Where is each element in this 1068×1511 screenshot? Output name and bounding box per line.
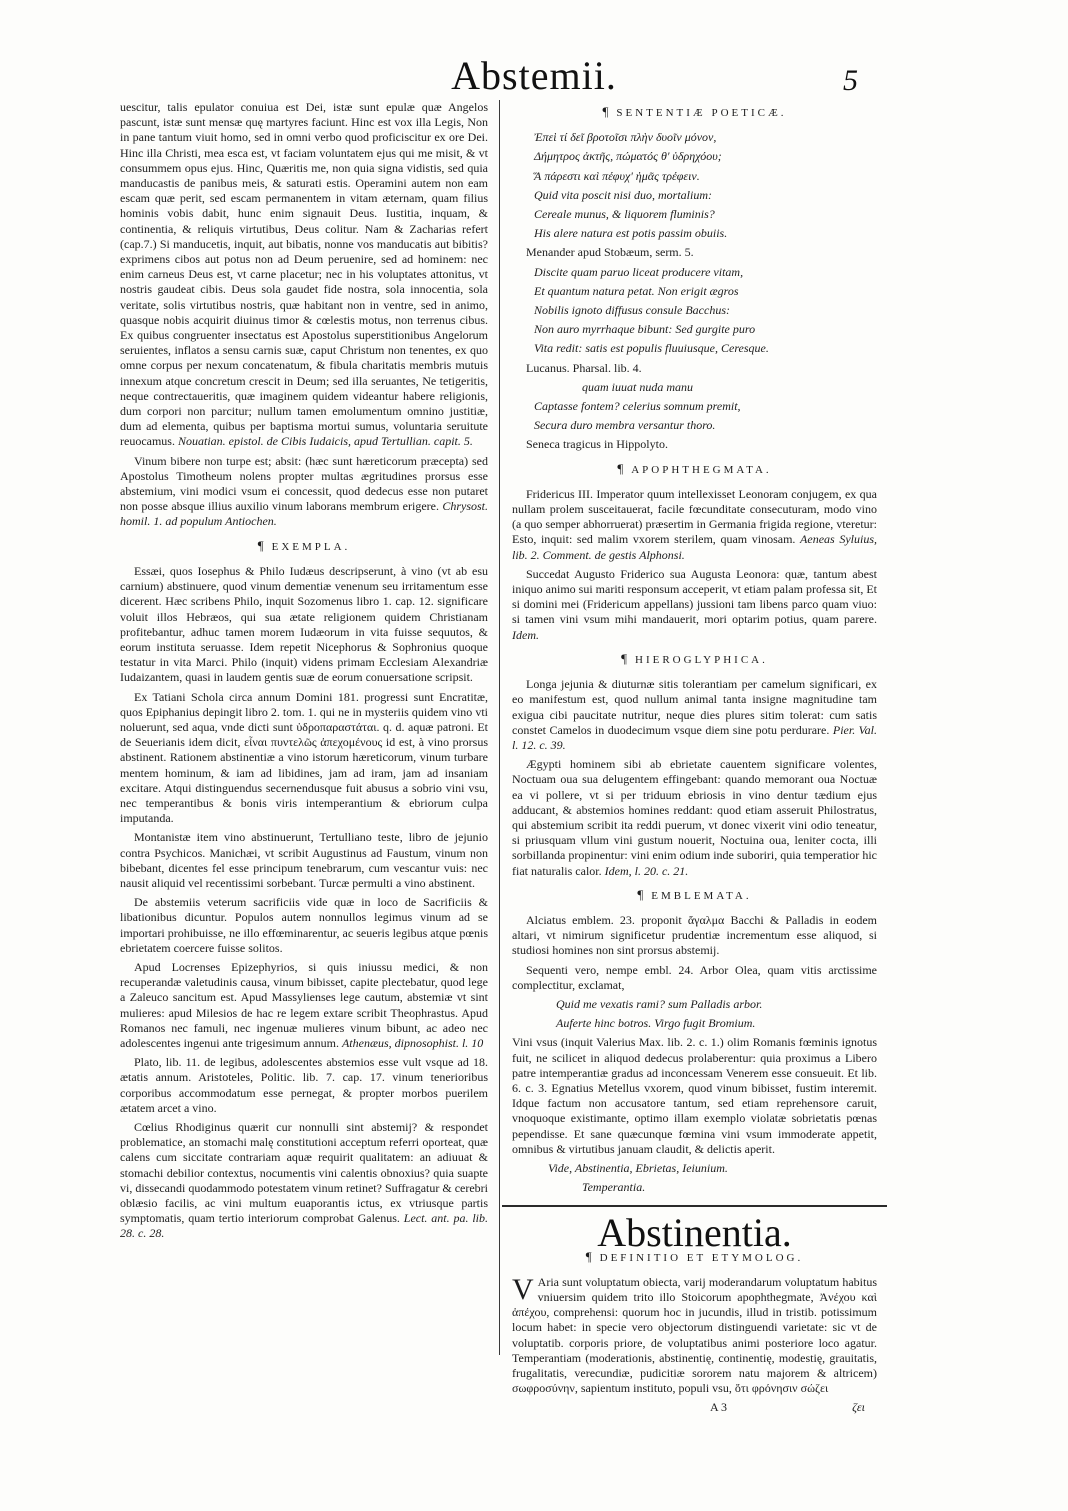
- paragraph: V Aria sunt voluptatum obiecta, varij moderandarum voluptatum habitus vniuersim quidem trito illo Stoicorum apophthegmate, Ἀνέχου καὶ ἀπέχου, comprehensi: quorum hoc in jucundis, illud in tristib. potissimum locum habet: in specie vero objectorum distinguendi varietate: sic vt de voluptatib. corporis priore, de voluptatibus animi posteriore loco agatur. Temperantiam (moderationis, abstinentię, continentię, modestię, grauitatis, frugalitatis, verecundiæ, pudicitiæ sororem natu majorem & altricem) σωφροσύνην, sapientum instituto, populi vsu, ὅτι φρόνησιν σώζει: [512, 1272, 877, 1396]
- latin-verse: Et quantum natura petat. Non erigit ægros: [534, 283, 739, 298]
- paragraph: Succedat Augusto Friderico sua Augusta Leonora: quæ, tantum abest iniquo animo sui mariti responsum acceperit, vt etiam palam professa sit, Et si domini mei (Fridericum appellans) jussioni tam libens parco quam viuo: si tamen vini vsum mihi mandauerit, mori optarim potius, quam parere. Idem.: [512, 566, 877, 642]
- pilcrow-icon: ¶: [585, 1248, 592, 1264]
- emblem-verse: Quid me vexatis rami? sum Palladis arbor.: [556, 996, 763, 1011]
- paragraph: Ex Tatiani Schola circa annum Domini 181. progressi sunt Encratitæ, quos Epiphanius depingit libro 2. tom. 1. qui ne in mysteriis quidem vino vti noluerunt, sed aqua, vnde dicti sunt ὑδροπαραστάται. q. d. aquæ patroni. Et de Seuerianis idem dicit, εἶναι πυντελῶς ἀπεχομένους id est, à vino prorsus abstinent. Rationem abstinentiæ a vino istorum hæreticorum, vinum turbare mentem hominum, & iam ad libidines, jam ad iram, jam ad insaniam excitare. Atqui distinguendus secernendusque fuit abusus a sobrio vini vsu, nec temperantibus & bonis viris intemperantium & ebriorum culpa imputanda.: [120, 689, 488, 826]
- section-heading-poetica: ¶ SENTENTIÆ POETICÆ.: [602, 104, 787, 119]
- latin-verse: Vita redit: satis est populis fluuiusque, Ceresque.: [534, 341, 769, 356]
- latin-verse: Captasse fontem? celerius somnum premit,: [534, 399, 741, 414]
- signature-mark: A 3: [709, 1400, 727, 1415]
- paragraph: Fridericus III. Imperator quum intellexisset Leonoram conjugem, ex qua nullam prolem susceitauerat, facile fœcunditate consecuturam, modo vino (a quo semper abhorruerat) præsertim in Germania frigida regione, vteretur: Esto, inquit: sed malim vxorem sterilem, quam vinosam. Aeneas Syluius, lib. 2. Comment. de gestis Alphonsi.: [512, 486, 877, 562]
- verse-attribution: Menander apud Stobæum, serm. 5.: [526, 245, 694, 260]
- paragraph: Plato, lib. 11. de legibus, adolescentes abstemios esse vult vsque ad 18. ætatis annum. Aristoteles, Politic. lib. 7. cap. 17. vinum tenerioribus corporibus accommodatum esse pernegat, & propter morbos puerilem ætatem arcet a vino.: [120, 1055, 488, 1115]
- paragraph: Ægypti hominem sibi ab ebrietate cauentem significare volentes, Noctuam oua sua delugentem effingebant: quando memorant oua Noctuæ ea vi pollere, vt si per triduum ebriosis in vino dentur tædium ejus adducant, & abstemios homines reddant: quod etiam asseruit Philostratus, qui abstemium scribit ita reddi puerum, vt donec vixerit vini odio teneatur, si priusquam vllum vini gustum nouerit, Noctuina oua, leniter cocta, illi sorbillanda propinentur: vini enim odium inde suboriri, quia temperatior hic fiat naturalis calor. Idem, l. 20. c. 21.: [512, 757, 877, 878]
- section-divider: [502, 1205, 887, 1207]
- latin-verse: Quid vita poscit nisi duo, mortalium:: [534, 187, 712, 202]
- citation: Athenæus, dipnosophist. l. 10: [341, 1035, 484, 1050]
- right-column: [512, 100, 877, 1416]
- latin-verse: Cereale munus, & liquorem fluminis?: [534, 207, 715, 222]
- latin-verse: Nobilis ignoto diffusus consule Bacchus:: [534, 303, 730, 318]
- citation: Lect. ant. pa. lib. 28. c. 28.: [120, 1211, 488, 1241]
- latin-verse: Non auro myrrhaque bibunt: Sed gurgite puro: [534, 322, 756, 337]
- pilcrow-icon: ¶: [257, 537, 264, 553]
- catchword: ζει: [852, 1400, 865, 1415]
- latin-verse: quam iuuat nuda manu: [582, 379, 693, 394]
- page-number: 5: [843, 64, 858, 97]
- section-heading-emblemata: ¶ EMBLEMATA.: [637, 886, 752, 902]
- column-rule: [499, 100, 500, 1355]
- left-column: [120, 100, 488, 1246]
- paragraph: Essæi, quos Iosephus & Philo Iudæus descripserunt, à vino (vt ab esu carnium) abstinuere, quod vinum dementiæ venenum seu irritamentum esse dicerent. Hæc scribens Philo, inquit Sozomenus libro 1. cap. 12. significare voluit illos Hebræos, qui sua ætate religionem quidem Christianam profitebantur, adhuc tamen morem Iudæorum in vita fuisse sequutos, & eorum instituta seruasse. Idem repetit Nicephorus & Sophronius quoque testatur in vita Marci. Philo (inquit) videns primam Ecclesiam Alexandriæ Iudaizantem, quasi in laudem gentis suæ de eorum conuersatione scripsit.: [120, 563, 488, 685]
- citation: Pier. Val. l. 12. c. 39.: [512, 722, 878, 752]
- emblem-verse: Auferte hinc botros. Virgo fugit Bromium.: [556, 1016, 756, 1031]
- see-also: Temperantia.: [582, 1180, 646, 1195]
- section-heading-definitio: ¶ DEFINITIO ET ETYMOLOG.: [585, 1248, 804, 1264]
- paragraph: Cœlius Rhodiginus quærit cur nonnulli sint abstemij? & respondet problematice, an stomachi malę constitutioni acceptum referri oporteat, quæ calens cum siccitate contrariam aquæ requirit qualitatem: an adiuuat & stomachi debilior contextus, nocumentis vini calentis obnoxius? quia suapte vi, dissecandi quodammodo potestatem vinum retinet? Suffragatur & cerebri oblæsio facilis, ac vini multum euaporantis ictus, ex vtriusque partis symptomatis, quam tertio interiorum comprobat Galenus. Lect. ant. pa. lib. 28. c. 28.: [120, 1120, 489, 1241]
- pilcrow-icon: ¶: [617, 460, 624, 476]
- citation: Nouatian. epistol. de Cibis Iudaicis, apud Tertullian. capit. 5.: [177, 434, 473, 449]
- see-also: Vide, Abstinentia, Ebrietas, Ieiunium.: [548, 1160, 728, 1175]
- citation: Aeneas Syluius, lib. 2. Comment. de gestis Alphonsi.: [512, 532, 877, 562]
- pilcrow-icon: ¶: [621, 650, 627, 666]
- page-footer: [512, 1400, 877, 1415]
- verse-attribution: Lucanus. Pharsal. lib. 4.: [526, 360, 642, 375]
- section-heading-exempla: ¶ EXEMPLA.: [257, 537, 351, 553]
- paragraph: De abstemiis veterum sacrificiis vide quæ in loco de Sacrificiis & libationibus dicuntur. Populos autem nonnullos legimus vinum ad se importari prohibuisse, ne illo effœminarentur, ac seueris legibus atque pœnis ebrietatem coercere fuisse solitos.: [120, 895, 488, 955]
- paragraph: Sequenti vero, nempe embl. 24. Arbor Olea, quam vitis arctissime complectitur, exclamat,: [512, 962, 877, 992]
- paragraph: Apud Locrenses Epizephyrios, si quis iniussu medici, & non recuperandæ valetudinis causa, vinum bibisset, capite plectebatur, quod lege a Zaleuco sancitum est. Apud Massylienses lege cautum, abstemiæ vt sint mulieres: apud Milesios de hac re legem extare scribit Theophrastus. Apud Romanos nec famuli, nec ingenuæ mulieres vinum bibunt, ac adeo nec adolescentes ingenui ante trigesimum annum. Athenæus, dipnosophist. l. 10: [120, 959, 488, 1050]
- pilcrow-icon: ¶: [602, 104, 609, 119]
- drop-cap: V: [512, 1272, 534, 1306]
- greek-verse: Δήμητρος ἀκτῆς, πώματός θ' ὑδρηχόου;: [534, 149, 722, 164]
- section-heading-apophthegmata: ¶ APOPHTHEGMATA.: [617, 460, 772, 476]
- paragraph: Longa jejunia & diuturnæ sitis tolerantiam per camelum significari, ex eo manifestum est, quod nullum animal tanta insigne magnitudine tam exigua cibi paucitate nutritur, neque dies plures sitim tolerat: cum satis constet Camelos in duodecimum vsque diem sine potu perdurare. Pier. Val. l. 12. c. 39.: [512, 677, 878, 752]
- paragraph: Alciatus emblem. 23. proponit ἄγαλμα Bacchi & Palladis in eodem altari, vt nimirum significetur prudentiæ incrementum esse aliquod, si studiosi homines non sint prorsus abstemij.: [512, 912, 877, 958]
- paragraph: Vini vsus (inquit Valerius Max. lib. 2. c. 1.) olim Romanis fœminis ignotus fuit, ne scilicet in aliquod dedecus prolaberentur: quia proximus a Libero patre intemperantiæ gradus ad inconcessam Venerem esse consueuit. Et lib. 6. c. 3. Egnatius Metellus vxorem, quod vinum bibisset, fustim interemit. Idque factum non accusatore tantum, sed etiam reprehensore caruit, vnoquoque existimante, optimo illam exemplo violatæ sobrietatis pœnas pependisse. Et sane quæcunque fœmina vini vsum immoderate appetit, omnibus & virtutibus januam claudit, & delictis aperit.: [512, 1035, 877, 1156]
- paragraph: Montanistæ item vino abstinuerunt, Tertulliano teste, libro de jejunio contra Psychicos. Manichæi, vt scribit Augustinus ad Faustum, vinum non bibebant, dicentes fel esse principum tenebrarum, cum vescantur vuis: nec nausit aliquid vel recentissimi sorbebant. Turcæ permulti a vino abstinent.: [120, 830, 488, 890]
- section-heading-hieroglyphica: ¶ HIEROGLYPHICA.: [621, 650, 768, 666]
- latin-verse: Secura duro membra versantur thoro.: [534, 418, 716, 433]
- citation: Chrysost. homil. 1. ad populum Antiochen.: [120, 499, 488, 529]
- paragraph: uescitur, talis epulator conuiua est Dei, istæ sunt epulæ quæ Angelos pascunt, istæ sunt mensæ quę martyres faciunt. Hinc est vox illa Legis, Non in pane tantum viuit homo, sed in omni verbo quod proficiscitur ex ore Dei. Hinc illa Christi, mea esca est, vt faciam voluntatem ejus qui me misit, & vt consummem opus ejus. Hinc, Quæritis me, non quia signa vidistis, sed quia manducastis de panibus meis, & saturati estis. Operamini autem non eam escam quæ perit, sed escam permanentem in vitam æternam, quam filius hominis vobis dabit, hunc enim signauit Deus. Iustitia, inquam, & continentia, & reliquis virtutibus, Deus colitur. Nam & Zacharias refert (cap.7.) Si manducetis, inquit, aut bibatis, nonne vos manducatis aut bibitis? exprimens cibos aut potus non ad Deum peruenire, sed ad hominem: nec enim carneus Deus est, vt carne placetur; nec in his voluptates attonitus, vt nostris gaudeat cibis. Deus sola gaudet fide nostra, sola innocentia, sola veritate, solis virtutibus nostris, quæ habitant non in ventre, sed in animo, quasque nobis acquirit diuinus timor & cœlestis motus, non terrenus cibus. Ex quibus congruenter insectatus est Apostolus superstitionibus Angelorum seruientes, inflatos a sensu carnis suæ, caput Christum non tenentes, ex quo omne corpus per nexum concatenatum, & fibula charitatis membris mutuis innexum atque concretum crescit in Deum; sed illa seruantes, Ne tetigeritis, neque contrectaueritis, quæ imaginem quidem videantur habere religionis, dum corpori non parcitur; nullum tamen emolumentum omnino justitiæ, dum ad elementa, quibus per baptisma mortui sumus, voluntaria seruitute reuocamus. Nouatian. epistol. de Cibis Iudaicis, apud Tertullian. capit. 5.: [120, 100, 488, 449]
- citation: Idem.: [512, 627, 539, 642]
- verse-attribution: Seneca tragicus in Hippolyto.: [526, 437, 668, 452]
- entry-heading: Abstinentia.: [597, 1210, 792, 1256]
- paragraph: Vinum bibere non turpe est; absit: (hæc sunt hæreticorum præcepta) sed Apostolus Timotheum nolens propter multas ægritudines prorsus esse abstemium, vini modici vsum ei concessit, quod dedecus esse non putaret non posse absque illius auxilio vinum laborans membrum erigere. Chrysost. homil. 1. ad populum Antiochen.: [120, 453, 488, 529]
- greek-verse: Ἅ πάρεστι καὶ πέφυχ' ἡμᾶς τρέφειν.: [534, 168, 700, 183]
- running-title: Abstemii.: [451, 53, 617, 98]
- latin-verse: His alere natura est potis passim obuiis.: [534, 226, 728, 241]
- latin-verse: Discite quam paruo liceat producere vitam,: [534, 264, 744, 279]
- greek-verse: Ἐπεὶ τί δεῖ βροτοῖσι πλὴν δυοῖν μόνον,: [534, 130, 717, 145]
- citation: Idem, l. 20. c. 21.: [604, 863, 689, 878]
- pilcrow-icon: ¶: [637, 886, 644, 902]
